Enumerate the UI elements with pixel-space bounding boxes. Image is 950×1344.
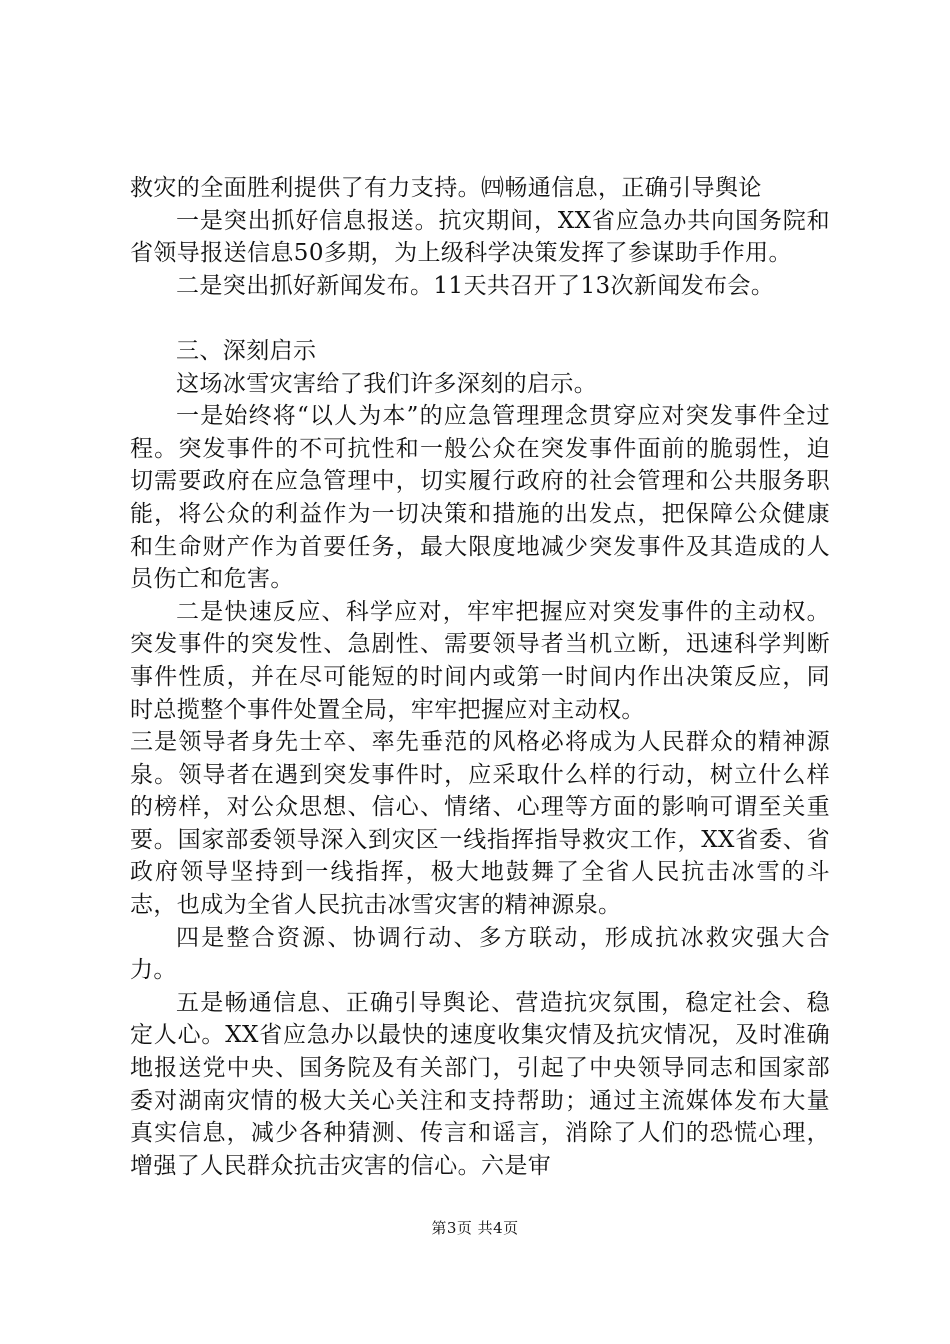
paragraph: 三是领导者身先士卒、率先垂范的风格必将成为人民群众的精神源泉。领导者在遇到突发事件时，应采取什么样的行动，树立什么样的榜样，对公众思想、信心、情绪、心理等方面的影响可谓至关重要。国家部委领导深入到灾区一线指挥指导救灾工作，XX省委、省政府领导坚持到一线指挥，极大地鼓舞了全省人民抗击冰雪的斗志，也成为全省人民抗击冰雪灾害的精神源泉。: [130, 729, 830, 919]
paragraph: 一是始终将“以人为本”的应急管理理念贯穿应对突发事件全过程。突发事件的不可抗性和一般公众在突发事件面前的脆弱性，迫切需要政府在应急管理中，切实履行政府的社会管理和公共服务职能，将公众的利益作为一切决策和措施的出发点，把保障公众健康和生命财产作为首要任务，最大限度地减少突发事件及其造成的人员伤亡和危害。: [130, 403, 830, 593]
paragraph: 一是突出抓好信息报送。抗灾期间，XX省应急办共向国务院和省领导报送信息50多期，为上级科学决策发挥了参谋助手作用。: [130, 207, 830, 267]
blank-line: [130, 302, 830, 335]
paragraph: 二是突出抓好新闻发布。11天共召开了13次新闻发布会。: [176, 272, 775, 299]
paragraph: 二是快速反应、科学应对，牢牢把握应对突发事件的主动权。突发事件的突发性、急剧性、需要领导者当机立断，迅速科学判断事件性质，并在尽可能短的时间内或第一时间内作出决策反应，同时总揽整个事件处置全局，牢牢把握应对主动权。: [130, 598, 830, 723]
paragraph: 五是畅通信息、正确引导舆论、营造抗灾氛围，稳定社会、稳定人心。XX省应急办以最快的速度收集灾情及抗灾情况，及时准确地报送党中央、国务院及有关部门，引起了中央领导同志和国家部委对湖南灾情的极大关心关注和支持帮助；通过主流媒体发布大量真实信息，减少各种猜测、传言和谣言，消除了人们的恐慌心理，增强了人民群众抗击灾害的信心。六是审: [130, 989, 830, 1179]
paragraph: 这场冰雪灾害给了我们许多深刻的启示。: [176, 370, 598, 397]
document-body: [130, 172, 830, 1182]
paragraph: 四是整合资源、协调行动、多方联动，形成抗冰救灾强大合力。: [130, 924, 830, 984]
paragraph: 救灾的全面胜利提供了有力支持。㈣畅通信息，正确引导舆论: [130, 175, 762, 201]
page-footer: 第3页 共4页: [431, 1219, 519, 1237]
section-heading: 三、深刻启示: [176, 337, 317, 364]
